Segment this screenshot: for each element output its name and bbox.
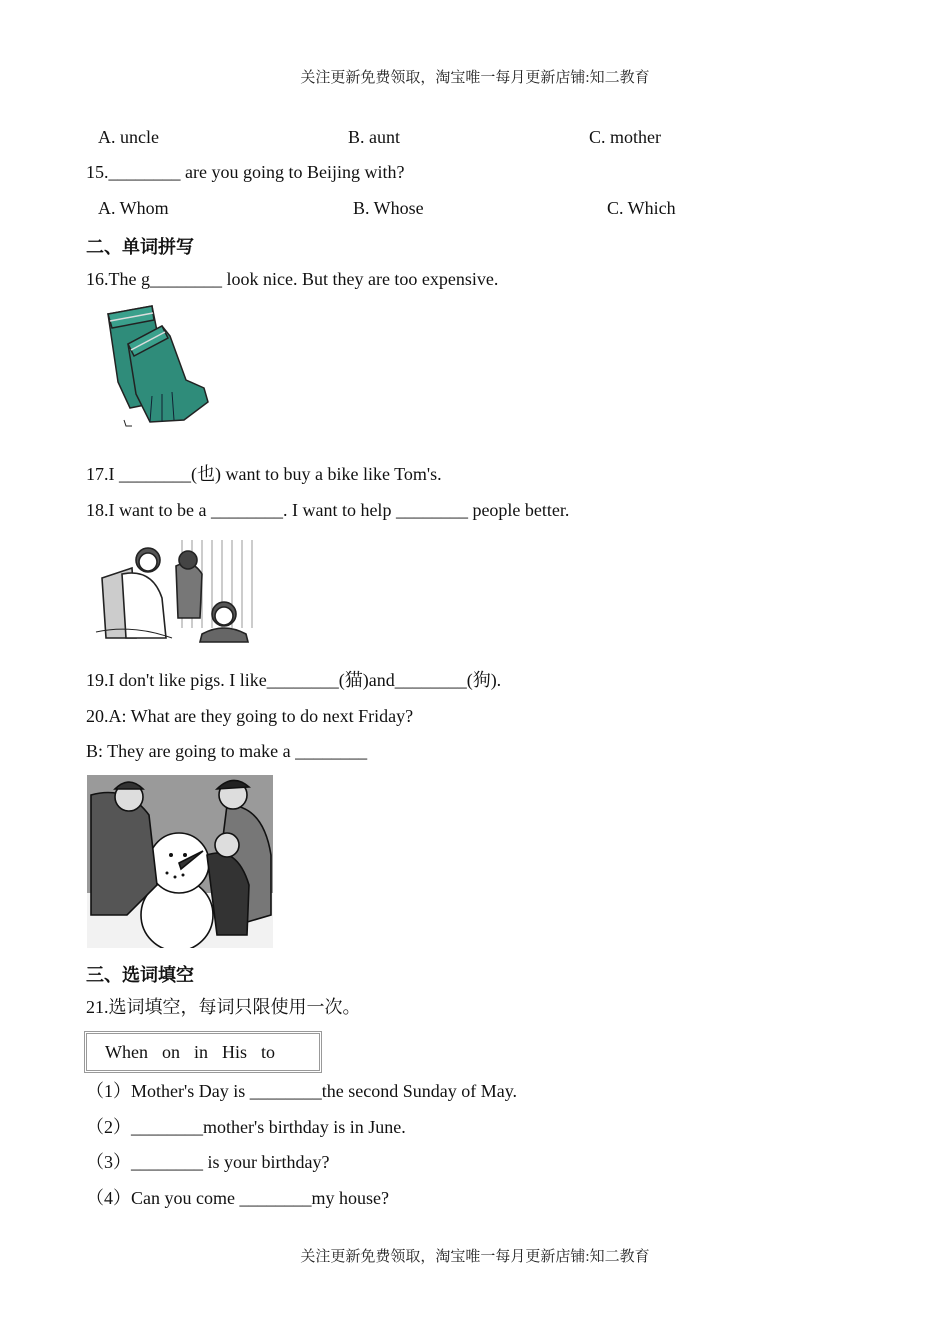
section-3-title: 三、选词填空	[86, 965, 194, 986]
q21-item-2: （2）________mother's birthday is in June.	[86, 1117, 406, 1137]
q16-question: 16.The g________ look nice. But they are too expensive.	[86, 269, 499, 289]
q19-question: 19.I don't like pigs. I like________(猫)and________(狗).	[86, 670, 502, 690]
q14-option-c: C. mother	[589, 127, 661, 147]
word-bank-item: in	[193, 1042, 208, 1062]
word-bank-item: on	[161, 1042, 180, 1062]
section-2-title: 二、单词拼写	[86, 237, 194, 258]
doctor-illustration	[92, 538, 258, 644]
q21-instruction: 21.选词填空，每词只限使用一次。	[86, 997, 361, 1017]
gloves-illustration	[100, 302, 215, 430]
q17-question: 17.I ________(也) want to buy a bike like Tom's.	[86, 464, 442, 484]
page-footer: 关注更新免费领取，淘宝唯一每月更新店铺:知二教育	[300, 1249, 650, 1265]
q15-question: 15.________ are you going to Beijing with?	[86, 162, 405, 182]
word-bank-item: to	[261, 1042, 276, 1062]
q14-option-b: B. aunt	[348, 127, 400, 147]
page-header: 关注更新免费领取，淘宝唯一每月更新店铺:知二教育	[300, 70, 650, 86]
q20-question: 20.A: What are they going to do next Friday?	[86, 706, 414, 726]
q21-item-3: （3）________ is your birthday?	[86, 1152, 330, 1172]
snowman-illustration	[87, 775, 273, 948]
q20-answer-line: B: They are going to make a ________	[86, 741, 368, 761]
word-bank-item: His	[222, 1042, 248, 1062]
word-bank-box	[84, 1031, 322, 1073]
q21-item-1: （1）Mother's Day is ________the second Sunday of May.	[86, 1081, 518, 1101]
q15-option-a: A. Whom	[98, 198, 169, 218]
q15-option-b: B. Whose	[353, 198, 424, 218]
q14-option-a: A. uncle	[98, 127, 159, 147]
q21-item-4: （4）Can you come ________my house?	[86, 1188, 389, 1208]
q15-option-c: C. Which	[607, 198, 676, 218]
word-bank-item: When	[105, 1042, 148, 1062]
q18-question: 18.I want to be a ________. I want to help ________ people better.	[86, 500, 570, 520]
